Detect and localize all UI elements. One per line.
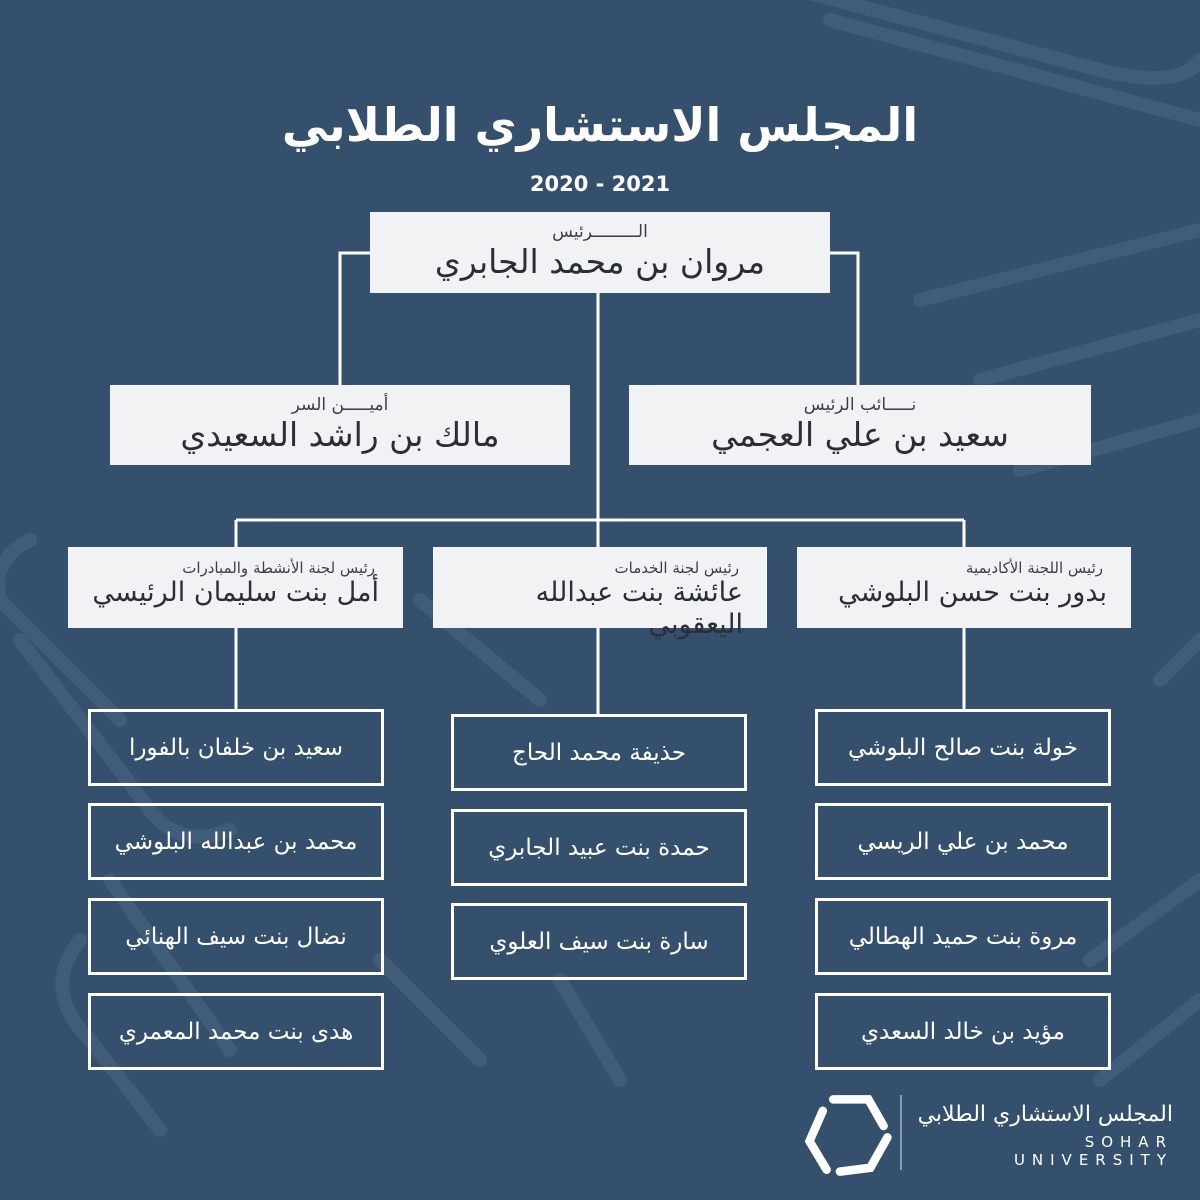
member-box: حذيفة محمد الحاج: [451, 714, 747, 791]
member-box: محمد بن عبدالله البلوشي: [88, 803, 384, 880]
member-box: حمدة بنت عبيد الجابري: [451, 809, 747, 886]
committee-academic-role: رئيس اللجنة الأكاديمية: [965, 559, 1103, 577]
member-box: سعيد بن خلفان بالفورا: [88, 709, 384, 786]
logo-english-name: SOHAR UNIVERSITY: [1013, 1133, 1173, 1169]
vice-president-role: نـــــائب الرئيس: [803, 395, 917, 415]
committee-academic-head-box: [797, 547, 1131, 628]
member-box: هدى بنت محمد المعمري: [88, 993, 384, 1070]
president-name: مروان بن محمد الجابري: [434, 242, 766, 281]
logo-text: [915, 1102, 1173, 1169]
committee-academic-head-name: بدور بنت حسن البلوشي: [838, 577, 1107, 608]
page-title: المجلس الاستشاري الطلابي: [281, 98, 919, 152]
logo-arabic-name: المجلس الاستشاري الطلابي: [917, 1102, 1173, 1127]
member-box: مؤيد بن خالد السعدي: [815, 993, 1111, 1070]
logo-divider: [900, 1095, 902, 1170]
member-box: مروة بنت حميد الهطالي: [815, 898, 1111, 975]
committee-services-head-box: [433, 547, 767, 641]
member-box: خولة بنت صالح البلوشي: [815, 709, 1111, 786]
year-range: 2020 - 2021: [529, 172, 671, 196]
committee-activities-head-box: [68, 547, 403, 628]
secretary-box: [110, 385, 570, 465]
committee-activities-role: رئيس لجنة الأنشطة والمبادرات: [182, 559, 375, 577]
committee-services-head-name: عائشة بنت عبدالله اليعقوبي: [535, 577, 743, 641]
member-box: نضال بنت سيف الهنائي: [88, 898, 384, 975]
secretary-name: مالك بن راشد السعيدي: [180, 415, 500, 454]
secretary-role: أميـــــن السر: [291, 395, 389, 415]
committee-services-role: رئيس لجنة الخدمات: [614, 559, 739, 577]
president-box: [370, 212, 830, 293]
vice-president-box: [629, 385, 1091, 465]
council-logo-icon: [800, 1088, 895, 1183]
member-box: محمد بن علي الريسي: [815, 803, 1111, 880]
member-box: سارة بنت سيف العلوي: [451, 903, 747, 980]
committee-activities-head-name: أمل بنت سليمان الرئيسي: [92, 577, 379, 608]
president-role: الـــــــــرئيس: [552, 222, 648, 242]
vice-president-name: سعيد بن علي العجمي: [711, 415, 1009, 454]
